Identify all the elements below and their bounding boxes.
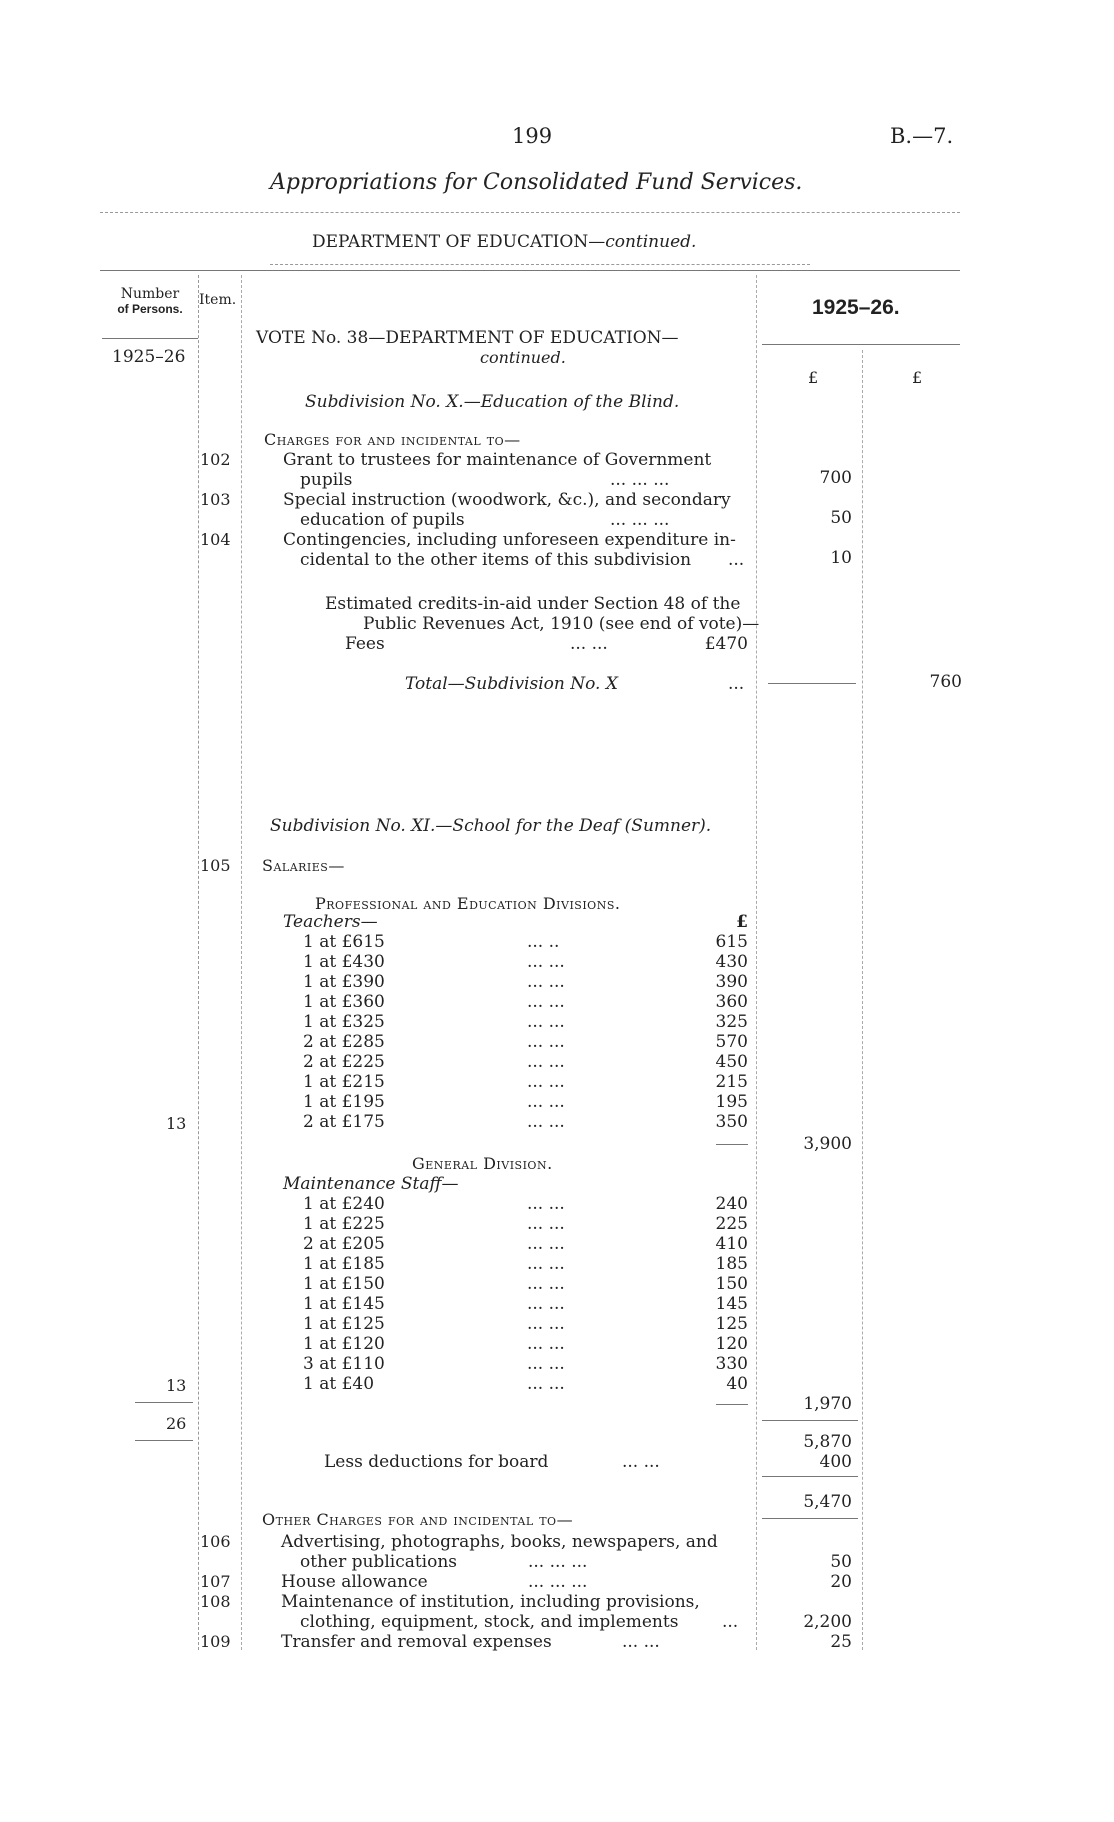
item-number: 105: [200, 856, 231, 875]
salary-amount: 195: [715, 1092, 748, 1112]
item-number: 102: [200, 450, 231, 469]
salary-scale: 1 at £360: [303, 992, 385, 1012]
leader-dots: ...: [728, 550, 745, 570]
salaries-total: 5,870: [803, 1432, 852, 1452]
page-title: Appropriations for Consolidated Fund Services.: [270, 170, 803, 195]
leader-dots: ... ... ...: [528, 1572, 588, 1592]
leader-dots: ...: [722, 1612, 739, 1632]
persons-total-rule: [135, 1440, 193, 1441]
salary-scale: 1 at £430: [303, 952, 385, 972]
persons-year: 1925–26: [112, 347, 186, 367]
salary-scale: 1 at £145: [303, 1294, 385, 1314]
leader-dots: ... ...: [527, 992, 565, 1012]
page-number: 199: [512, 124, 553, 148]
item-description-cont: other publications: [300, 1552, 458, 1572]
persons-header-rule: [102, 338, 198, 339]
credits-in-aid-line: Estimated credits-in-aid under Section 48 of the: [325, 594, 741, 614]
professional-division-heading: Professional and Education Divisions.: [315, 894, 621, 913]
subtotal-rule: [716, 1144, 748, 1145]
teachers-persons: 13: [166, 1114, 187, 1133]
item-description: Maintenance of institution, including provisions,: [281, 1592, 700, 1612]
general-division-heading: General Division.: [412, 1154, 553, 1173]
item-description: Transfer and removal expenses: [281, 1632, 552, 1652]
salary-scale: 1 at £225: [303, 1214, 385, 1234]
leader-dots: ... ...: [527, 1254, 565, 1274]
document-reference: B.—7.: [890, 124, 954, 148]
item-amount: 10: [830, 548, 852, 568]
salary-scale: 2 at £285: [303, 1032, 385, 1052]
leader-dots: ... ...: [527, 1032, 565, 1052]
leader-dots: ... ...: [527, 1314, 565, 1334]
leader-dots: ... ...: [622, 1632, 660, 1652]
less-deductions-amount: 400: [819, 1452, 852, 1472]
salary-amount: 225: [715, 1214, 748, 1234]
amount-rule: [762, 1518, 858, 1519]
salary-amount: 145: [715, 1294, 748, 1314]
table-top-rule: [100, 270, 960, 271]
fees-amount: £470: [704, 634, 748, 654]
maintenance-staff-label: Maintenance Staff—: [283, 1174, 459, 1194]
amount-column-rule: [756, 275, 757, 1650]
salary-scale: 3 at £110: [303, 1354, 385, 1374]
salary-amount: 150: [715, 1274, 748, 1294]
salary-amount: 330: [715, 1354, 748, 1374]
salary-amount: 410: [715, 1234, 748, 1254]
salary-amount: 215: [715, 1072, 748, 1092]
item-description: Contingencies, including unforeseen expenditure in-: [283, 530, 736, 550]
item-amount: 50: [830, 508, 852, 528]
pound-header-b: £: [912, 368, 923, 387]
fees-label: Fees: [345, 634, 385, 654]
less-deductions-label: Less deductions for board: [324, 1452, 549, 1472]
leader-dots: ... ...: [527, 952, 565, 972]
subdivision-x-total: 760: [929, 672, 962, 692]
leader-dots: ... ...: [527, 1374, 565, 1394]
subtotal-rule: [716, 1404, 748, 1405]
item-description: Advertising, photographs, books, newspapers, and: [281, 1532, 718, 1552]
salary-amount: 430: [715, 952, 748, 972]
subtotal-rule: [768, 683, 856, 684]
vote-title: VOTE No. 38—DEPARTMENT OF EDUCATION—: [256, 328, 679, 348]
salary-amount: 40: [726, 1374, 748, 1394]
item-description: Special instruction (woodwork, &c.), and secondary: [283, 490, 731, 510]
item-amount: 700: [819, 468, 852, 488]
item-description: House allowance: [281, 1572, 428, 1592]
department-heading: DEPARTMENT OF EDUCATION—continued.: [312, 232, 697, 252]
salary-amount: 390: [715, 972, 748, 992]
total-column-rule: [862, 350, 863, 1650]
salaries-heading: Salaries—: [262, 856, 345, 875]
leader-dots: ... ...: [527, 1112, 565, 1132]
leader-dots: ... ..: [527, 932, 560, 952]
item-column-header: Item.: [199, 292, 237, 308]
maintenance-total: 1,970: [803, 1394, 852, 1414]
salary-scale: 2 at £205: [303, 1234, 385, 1254]
item-description-cont: clothing, equipment, stock, and implements: [300, 1612, 679, 1632]
leader-dots: ... ... ...: [610, 470, 670, 490]
salary-amount: 325: [715, 1012, 748, 1032]
leader-dots: ... ...: [527, 1334, 565, 1354]
leader-dots: ... ...: [570, 634, 608, 654]
salary-scale: 1 at £120: [303, 1334, 385, 1354]
item-description-cont: education of pupils: [300, 510, 465, 530]
item-description-cont: pupils: [300, 470, 353, 490]
salary-scale: 1 at £150: [303, 1274, 385, 1294]
salary-scale: 1 at £240: [303, 1194, 385, 1214]
subdivision-xi-title: Subdivision No. XI.—School for the Deaf (Sumner).: [270, 816, 712, 836]
item-description-cont: cidental to the other items of this subdivision: [300, 550, 692, 570]
teachers-total: 3,900: [803, 1134, 852, 1154]
leader-dots: ... ... ...: [528, 1552, 588, 1572]
item-description: Grant to trustees for maintenance of Government: [283, 450, 712, 470]
item-column-rule: [241, 275, 242, 1650]
salary-amount: 615: [715, 932, 748, 952]
salary-amount: 450: [715, 1052, 748, 1072]
subdivision-x-total-label: Total—Subdivision No. X: [405, 674, 618, 694]
item-number: 103: [200, 490, 231, 509]
persons-total: 26: [166, 1414, 187, 1433]
year-header-rule: [762, 344, 960, 345]
item-amount: 25: [830, 1632, 852, 1652]
salary-scale: 2 at £225: [303, 1052, 385, 1072]
salary-amount: 360: [715, 992, 748, 1012]
pound-sign: £: [736, 912, 748, 932]
leader-dots: ... ...: [527, 1214, 565, 1234]
item-amount: 20: [830, 1572, 852, 1592]
salary-scale: 1 at £125: [303, 1314, 385, 1334]
item-amount: 50: [830, 1552, 852, 1572]
leader-dots: ... ...: [527, 1194, 565, 1214]
charges-heading: Charges for and incidental to—: [264, 430, 521, 449]
pound-header-a: £: [808, 368, 819, 387]
leader-dots: ... ...: [527, 1072, 565, 1092]
maintenance-persons: 13: [166, 1376, 187, 1395]
credits-in-aid-line: Public Revenues Act, 1910 (see end of vote)—: [363, 614, 760, 634]
salary-amount: 120: [715, 1334, 748, 1354]
leader-dots: ... ...: [527, 972, 565, 992]
salary-amount: 185: [715, 1254, 748, 1274]
leader-dots: ... ...: [527, 1294, 565, 1314]
item-number: 108: [200, 1592, 231, 1611]
salary-scale: 1 at £325: [303, 1012, 385, 1032]
vote-continued: continued.: [480, 348, 566, 367]
salary-scale: 1 at £185: [303, 1254, 385, 1274]
amount-rule: [762, 1420, 858, 1421]
salary-amount: 125: [715, 1314, 748, 1334]
item-number: 106: [200, 1532, 231, 1551]
department-rule: [270, 264, 810, 265]
leader-dots: ... ...: [527, 1354, 565, 1374]
salary-scale: 1 at £195: [303, 1092, 385, 1112]
leader-dots: ...: [728, 674, 745, 694]
persons-column-rule: [198, 275, 199, 1650]
header-rule: [100, 212, 960, 213]
salary-scale: 1 at £40: [303, 1374, 375, 1394]
persons-column-header: Number of Persons.: [117, 286, 183, 316]
other-charges-heading: Other Charges for and incidental to—: [262, 1510, 574, 1529]
leader-dots: ... ...: [527, 1234, 565, 1254]
leader-dots: ... ...: [527, 1092, 565, 1112]
persons-subtotal-rule: [135, 1402, 193, 1403]
item-number: 107: [200, 1572, 231, 1591]
leader-dots: ... ... ...: [610, 510, 670, 530]
leader-dots: ... ...: [622, 1452, 660, 1472]
salary-amount: 570: [715, 1032, 748, 1052]
salary-scale: 1 at £215: [303, 1072, 385, 1092]
item-number: 104: [200, 530, 231, 549]
item-amount: 2,200: [803, 1612, 852, 1632]
teachers-label: Teachers—: [283, 912, 378, 932]
leader-dots: ... ...: [527, 1052, 565, 1072]
leader-dots: ... ...: [527, 1274, 565, 1294]
item-number: 109: [200, 1632, 231, 1651]
salary-amount: 240: [715, 1194, 748, 1214]
salary-scale: 2 at £175: [303, 1112, 385, 1132]
salary-scale: 1 at £390: [303, 972, 385, 992]
salary-scale: 1 at £615: [303, 932, 385, 952]
leader-dots: ... ...: [527, 1012, 565, 1032]
subdivision-x-title: Subdivision No. X.—Education of the Blind.: [305, 392, 680, 412]
salary-amount: 350: [715, 1112, 748, 1132]
net-salaries-total: 5,470: [803, 1492, 852, 1512]
amount-rule: [762, 1476, 858, 1477]
year-header: 1925–26.: [812, 296, 900, 319]
